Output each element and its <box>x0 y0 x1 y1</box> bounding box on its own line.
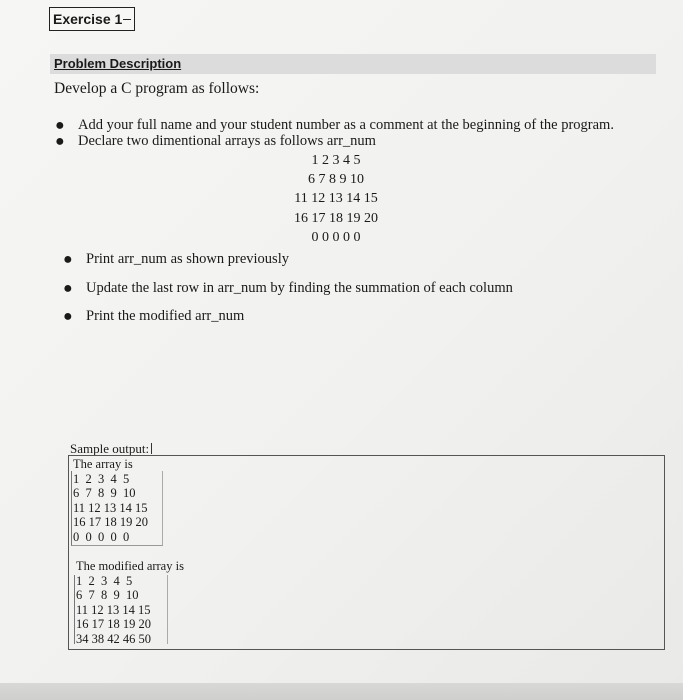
matrix-row: 11 12 13 14 15 <box>294 191 378 207</box>
bullet-text: Print arr_num as shown previously <box>86 251 289 267</box>
bullet-item <box>55 133 376 150</box>
output-row: 1 2 3 4 5 <box>73 471 130 486</box>
output-heading: The array is <box>73 457 133 471</box>
output-row: 0 0 0 0 0 <box>73 529 130 544</box>
bullet-text: Print the modified arr_num <box>86 308 245 324</box>
output-row: 34 38 42 46 50 <box>76 631 151 646</box>
output-heading: The modified array is <box>76 559 184 573</box>
sample-output-label: Sample output: <box>70 441 152 457</box>
modified-array-block <box>76 559 184 647</box>
bullet-item <box>63 251 289 268</box>
matrix-row: 1 2 3 4 5 <box>311 153 361 168</box>
bullet-dot-icon: ● <box>63 251 73 268</box>
bottom-shadow <box>0 683 683 700</box>
output-row: 16 17 18 19 20 <box>73 515 148 530</box>
bullet-text: Declare two dimentional arrays as follows arr_num <box>78 133 376 149</box>
matrix-row: 16 17 18 19 20 <box>294 210 378 226</box>
bullet-item <box>63 308 245 325</box>
text-cursor <box>151 443 152 454</box>
matrix-row: 6 7 8 9 10 <box>308 172 364 188</box>
output-row: 16 17 18 19 20 <box>76 617 151 632</box>
exercise-title-text: Exercise 1 <box>53 11 123 27</box>
output-row: 6 7 8 9 10 <box>73 486 136 501</box>
bullet-text: Update the last row in arr_num by finding the summation of each column <box>86 280 513 296</box>
exercise-title <box>49 7 135 31</box>
output-row: 6 7 8 9 10 <box>76 588 139 603</box>
bullet-dot-icon: ● <box>63 308 73 325</box>
bullet-text: Add your full name and your student number as a comment at the beginning of the program. <box>78 117 614 133</box>
output-row: 11 12 13 14 15 <box>73 500 148 515</box>
intro-text: Develop a C program as follows: <box>54 80 260 97</box>
bullet-dot-icon: ● <box>55 117 65 134</box>
bullet-item <box>63 280 513 297</box>
matrix-row: 0 0 0 0 0 <box>311 229 361 245</box>
sample-array-block <box>73 457 148 545</box>
bullet-item <box>55 117 614 134</box>
array-matrix <box>286 151 386 247</box>
section-title: Problem Description <box>54 56 182 71</box>
output-row: 11 12 13 14 15 <box>76 602 151 617</box>
output-row: 1 2 3 4 5 <box>76 573 133 588</box>
bullet-dot-icon: ● <box>55 133 65 150</box>
bullet-dot-icon: ● <box>63 280 73 297</box>
